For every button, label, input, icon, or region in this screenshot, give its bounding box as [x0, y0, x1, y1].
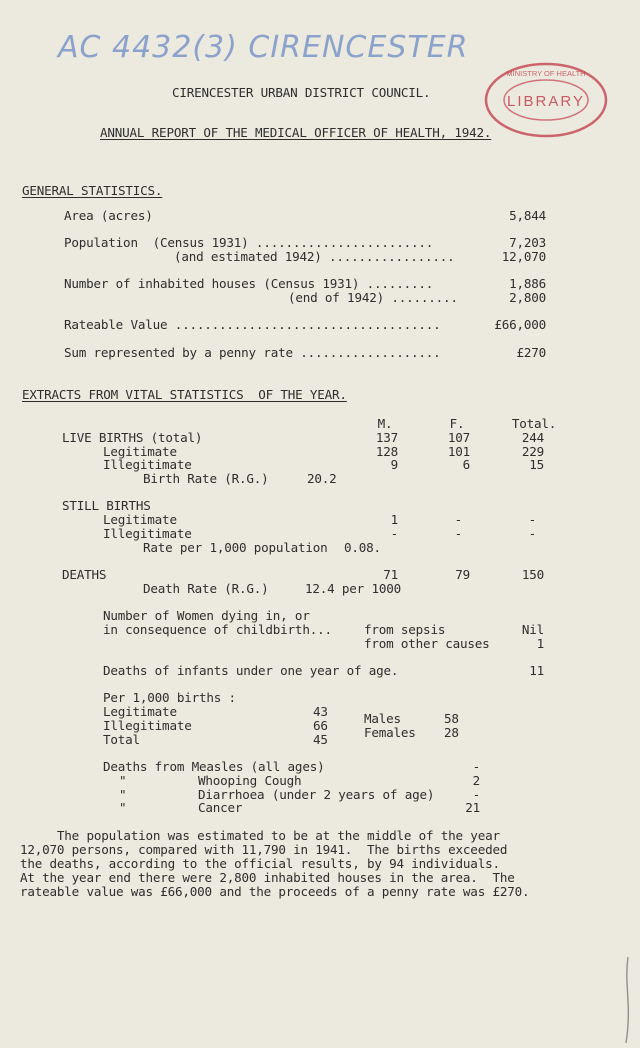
rate-total-value: 45 — [313, 732, 328, 747]
live-births-total: 244 — [521, 430, 544, 445]
illegitimate-m: 9 — [390, 457, 398, 472]
live-births-m: 137 — [375, 430, 398, 445]
column-female: F. — [449, 416, 465, 431]
legitimate-total: 229 — [521, 444, 544, 459]
live-births-f: 107 — [447, 430, 470, 445]
still-legitimate-total: - — [528, 512, 536, 527]
illegitimate-f: 6 — [462, 457, 470, 472]
ditto-mark-3: " — [119, 800, 127, 815]
svg-text:MINISTRY OF HEALTH: MINISTRY OF HEALTH — [506, 69, 586, 78]
sepsis-value: Nil — [521, 622, 544, 637]
council-title: CIRENCESTER URBAN DISTRICT COUNCIL. — [172, 85, 431, 100]
houses-end-value: 2,800 — [509, 290, 546, 305]
svg-text:LIBRARY: LIBRARY — [507, 93, 585, 110]
measles-value: - — [472, 759, 480, 774]
paragraph-line-5: rateable value was £66,000 and the proceeds of a penny rate was £270. — [20, 884, 530, 899]
legitimate-m: 128 — [375, 444, 398, 459]
still-births-label: STILL BIRTHS — [62, 498, 151, 513]
vital-heading: EXTRACTS FROM VITAL STATISTICS OF THE YEAR. — [22, 387, 347, 402]
measles-label: Deaths from Measles (all ages) — [103, 759, 325, 774]
whooping-value: 2 — [472, 773, 480, 788]
illegitimate-total: 15 — [529, 457, 544, 472]
area-label: Area (acres) — [64, 208, 153, 223]
general-heading: GENERAL STATISTICS. — [22, 183, 163, 198]
deaths-label: DEATHS — [62, 567, 107, 582]
rate-legitimate-label: Legitimate — [103, 704, 177, 719]
report-title: ANNUAL REPORT OF THE MEDICAL OFFICER OF HEALTH, 1942. — [100, 125, 492, 140]
birth-rate-value: 20.2 — [307, 471, 337, 486]
library-stamp — [482, 60, 610, 140]
females-label: Females — [364, 725, 416, 740]
population-estimated-value: 12,070 — [501, 249, 546, 264]
live-births-label: LIVE BIRTHS (total) — [62, 430, 203, 445]
column-male: M. — [377, 416, 393, 431]
column-total: Total. — [511, 416, 557, 431]
population-estimated-label: (and estimated 1942) ................. — [174, 249, 455, 264]
rate-illegitimate-value: 66 — [313, 718, 328, 733]
still-illegitimate-total: - — [528, 526, 536, 541]
rate-total-label: Total — [103, 732, 140, 747]
other-causes-value: 1 — [536, 636, 544, 651]
population-census-value: 7,203 — [509, 235, 546, 250]
illegitimate-label: Illegitimate — [103, 457, 192, 472]
legitimate-label: Legitimate — [103, 444, 177, 459]
cancer-label: Cancer — [198, 800, 243, 815]
rateable-label: Rateable Value .................................... — [64, 317, 441, 332]
still-legitimate-m: 1 — [390, 512, 398, 527]
diarrhoea-label: Diarrhoea (under 2 years of age) — [198, 787, 435, 802]
death-rate-value: 12.4 per 1000 — [305, 581, 401, 596]
pencil-mark — [606, 955, 636, 1045]
still-illegitimate-label: Illegitimate — [103, 526, 192, 541]
houses-census-value: 1,886 — [509, 276, 546, 291]
legitimate-f: 101 — [447, 444, 470, 459]
penny-rate-label: Sum represented by a penny rate ................... — [64, 345, 441, 360]
paragraph-line-4: At the year end there were 2,800 inhabited houses in the area. The — [20, 870, 515, 885]
infant-deaths-label: Deaths of infants under one year of age. — [103, 663, 399, 678]
paragraph-line-2: 12,070 persons, compared with 11,790 in 1941. The births exceeded — [20, 842, 508, 857]
rate-legitimate-value: 43 — [313, 704, 328, 719]
still-rate-value: 0.08. — [344, 540, 381, 555]
whooping-label: Whooping Cough — [198, 773, 302, 788]
diarrhoea-value: - — [472, 787, 480, 802]
still-illegitimate-m: - — [390, 526, 398, 541]
houses-label: Number of inhabited houses (Census 1931) ......... — [64, 276, 434, 291]
penny-rate-value: £270 — [516, 345, 546, 360]
ditto-mark-2: " — [119, 787, 127, 802]
still-legitimate-f: - — [454, 512, 462, 527]
males-label: Males — [364, 711, 401, 726]
still-legitimate-label: Legitimate — [103, 512, 177, 527]
ditto-mark-1: " — [119, 773, 127, 788]
infant-deaths-value: 11 — [529, 663, 544, 678]
rate-illegitimate-label: Illegitimate — [103, 718, 192, 733]
still-illegitimate-f: - — [454, 526, 462, 541]
still-rate-label: Rate per 1,000 population — [143, 540, 328, 555]
per-births-label: Per 1,000 births : — [103, 690, 236, 705]
rateable-value: £66,000 — [494, 317, 546, 332]
paragraph-line-1: The population was estimated to be at the middle of the year — [20, 828, 500, 843]
paragraph-line-3: the deaths, according to the official results, by 94 individuals. — [20, 856, 500, 871]
other-causes-label: from other causes — [364, 636, 490, 651]
cancer-value: 21 — [465, 800, 480, 815]
deaths-f: 79 — [455, 567, 470, 582]
deaths-total: 150 — [521, 567, 544, 582]
deaths-m: 71 — [383, 567, 398, 582]
handwritten-annotation: AC 4432(3) CIRENCESTER — [58, 30, 469, 65]
maternal-line-1: Number of Women dying in, or — [103, 608, 310, 623]
sepsis-label: from sepsis — [364, 622, 446, 637]
females-value: 28 — [444, 725, 459, 740]
maternal-line-2: in consequence of childbirth... — [103, 622, 332, 637]
death-rate-label: Death Rate (R.G.) — [143, 581, 269, 596]
males-value: 58 — [444, 711, 459, 726]
houses-end-label: (end of 1942) ......... — [288, 290, 458, 305]
area-value: 5,844 — [509, 208, 546, 223]
population-label: Population (Census 1931) ........................ — [64, 235, 434, 250]
birth-rate-label: Birth Rate (R.G.) — [143, 471, 269, 486]
